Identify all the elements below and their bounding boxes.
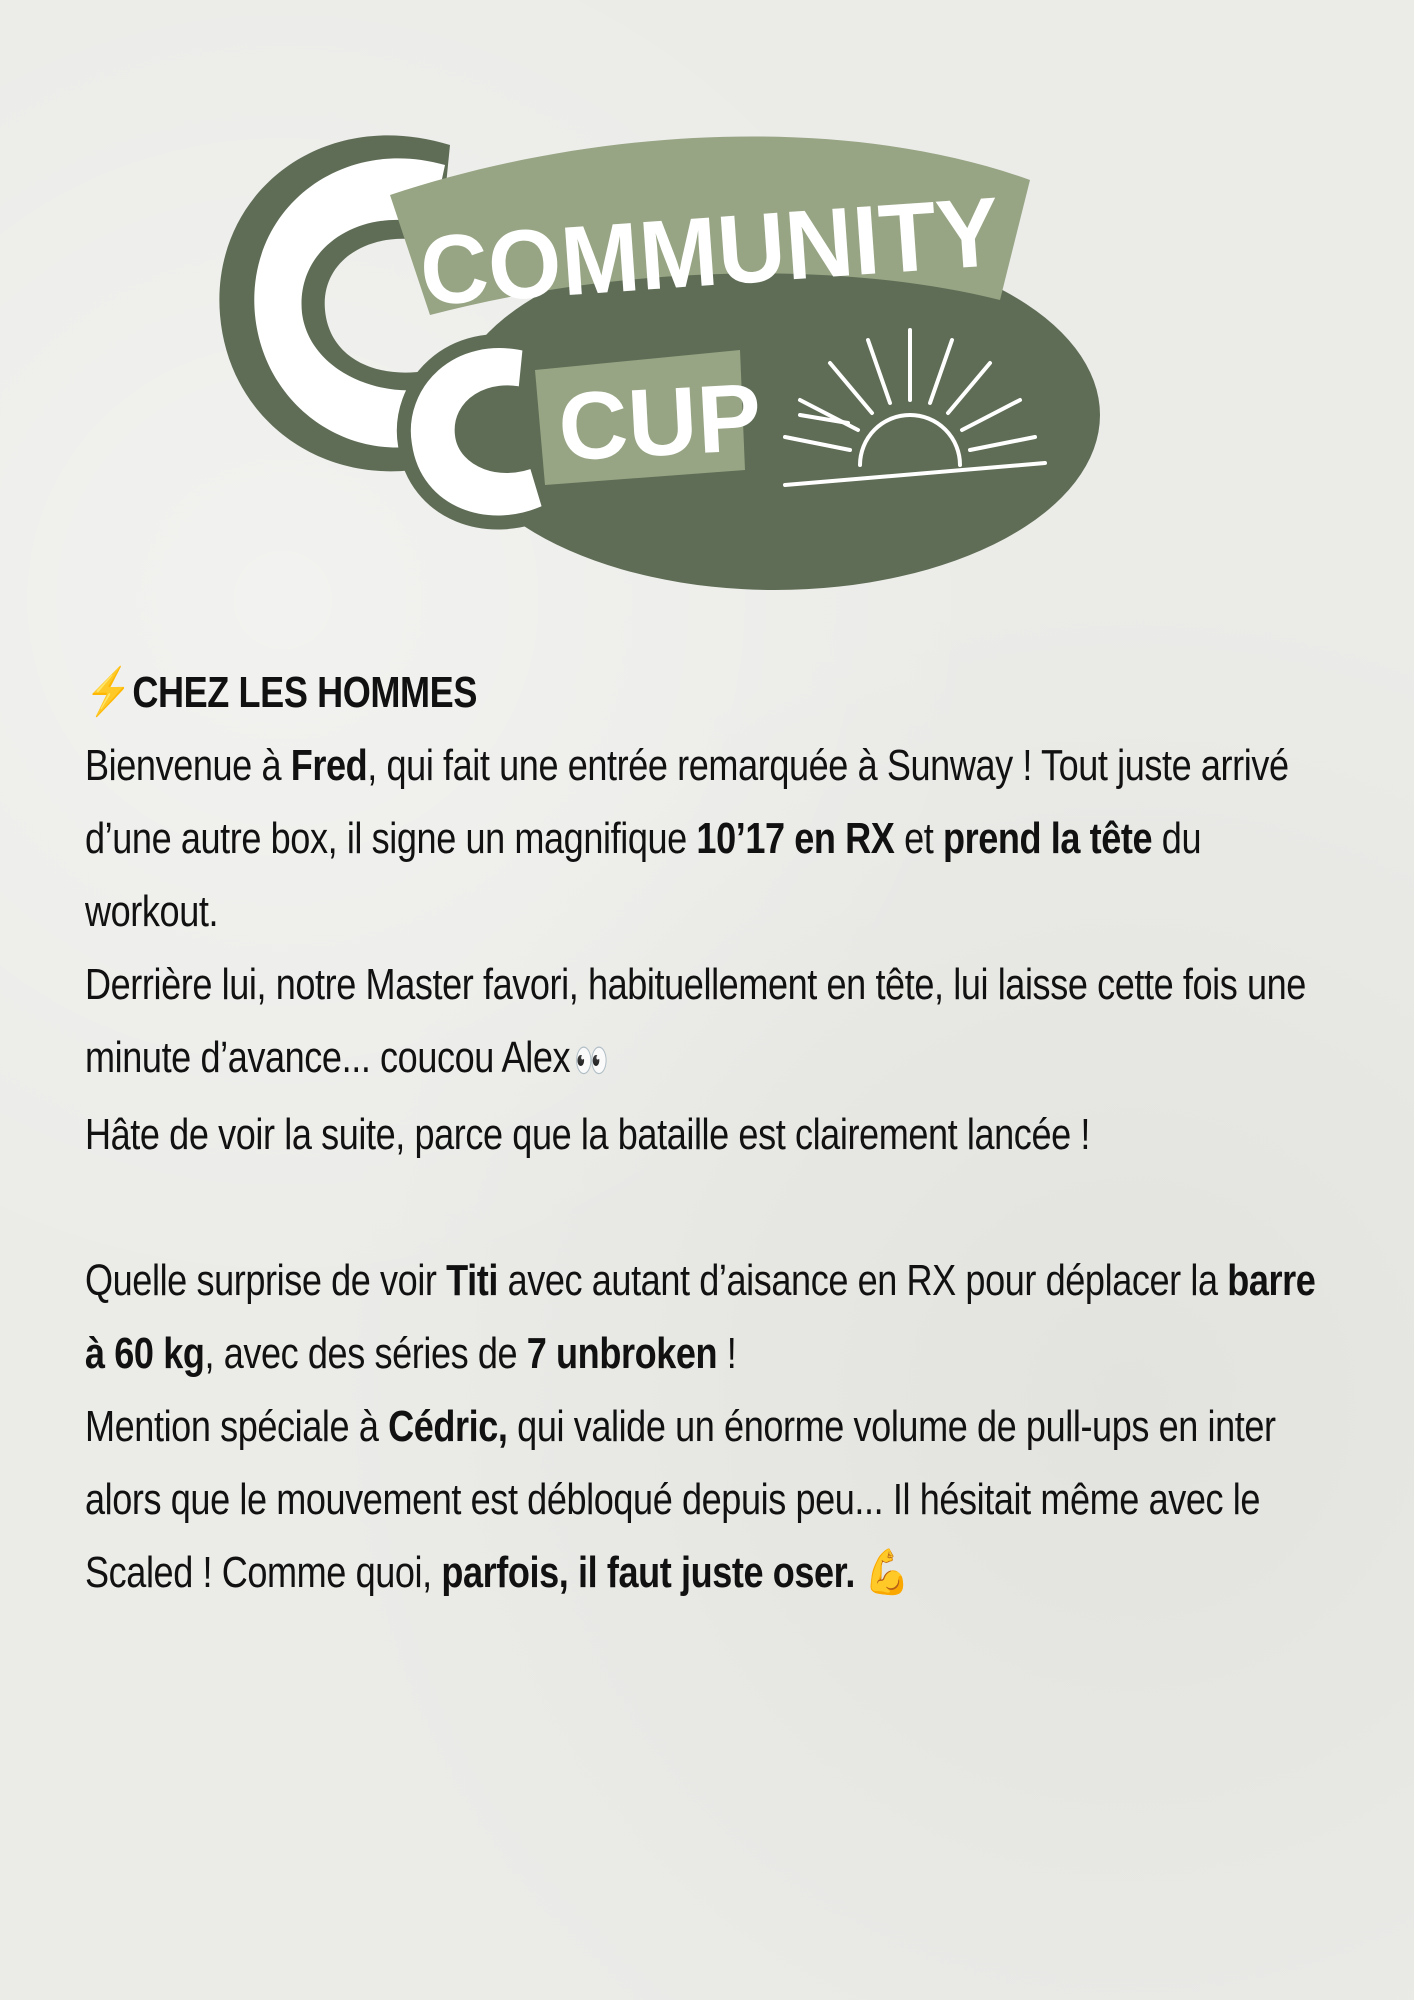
text-run: Quelle surprise de voir	[85, 1256, 447, 1305]
bold-highlight: parfois, il faut juste oser.	[441, 1548, 855, 1597]
text-run: Mention spéciale à	[85, 1402, 389, 1451]
eyes-emoji-icon: 👀	[574, 1042, 604, 1080]
bold-highlight: prend la tête	[942, 814, 1153, 863]
bold-highlight: Titi	[446, 1256, 498, 1305]
text-run: du workout.	[85, 814, 1202, 936]
text-run: avec autant d’aisance en RX pour déplacer la	[497, 1256, 1228, 1305]
bold-highlight: Cédric,	[388, 1402, 508, 1451]
article-body	[85, 655, 1344, 1609]
text-run	[855, 1548, 865, 1597]
paragraph-gap	[85, 1171, 1344, 1244]
paragraph-1	[85, 729, 1344, 948]
logo-line2: CUP	[555, 363, 764, 482]
lightning-icon: ⚡	[85, 665, 132, 717]
text-run: qui valide un énorme volume de pull-ups en inter alors que le mouvement est débloqué depuis peu... Il hésitait même avec le Scaled ! Comme quoi,	[85, 1402, 1276, 1597]
text-run: , avec des séries de	[204, 1329, 527, 1378]
bold-highlight: Fred	[290, 741, 368, 790]
text-run: Hâte de voir la suite, parce que la bataille est clairement lancée !	[85, 1110, 1090, 1159]
text-run: , qui fait une entrée remarquée à Sunway ! Tout juste arrivé d’une autre box, il signe un magnifique	[85, 741, 1289, 863]
paragraph-4	[85, 1244, 1344, 1390]
text-run: !	[717, 1329, 737, 1378]
bold-highlight: 7 unbroken	[526, 1329, 718, 1378]
community-cup-logo	[200, 85, 1200, 605]
bold-highlight: 10’17 en RX	[696, 814, 895, 863]
paragraph-2	[85, 948, 1344, 1098]
section-heading	[85, 655, 1344, 729]
text-run: Derrière lui, notre Master favori, habituellement en tête, lui laisse cette fois une minute d’avance... coucou Alex	[85, 960, 1306, 1082]
paragraph-3	[85, 1098, 1344, 1171]
paragraph-5	[85, 1390, 1344, 1609]
text-run: et	[894, 814, 943, 863]
flexed-biceps-emoji-icon: 💪	[864, 1548, 910, 1597]
logo-line1: COMMUNITY	[416, 174, 1028, 327]
text-run: Bienvenue à	[85, 741, 291, 790]
bold-highlight: barre à 60 kg	[85, 1256, 1316, 1378]
section-heading-text: CHEZ LES HOMMES	[132, 668, 477, 717]
